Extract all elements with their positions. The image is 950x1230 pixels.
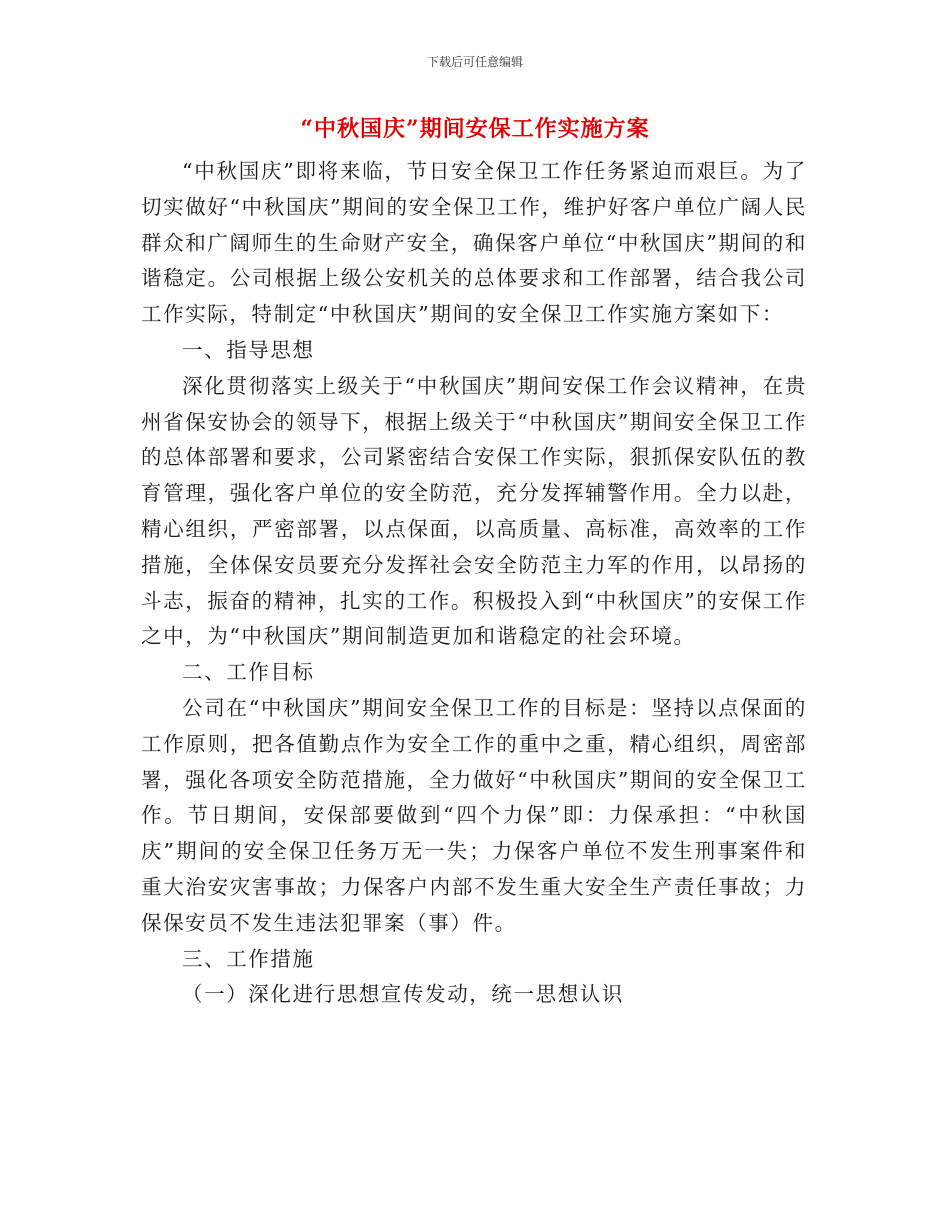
document-title: “中秋国庆”期间安保工作实施方案 [300, 116, 650, 142]
header-note: 下载后可任意编辑 [426, 55, 523, 69]
subsection-heading-publicity: （一）深化进行思想宣传发动，统一思想认识 [182, 982, 624, 1007]
section-heading-guiding-ideology: 一、指导思想 [182, 337, 315, 362]
paragraph-work-goals: 公司在“中秋国庆”期间安全保卫工作的目标是：坚持以点保面的工作原则，把各值勤点作为安全工作的重中之重，精心组织，周密部署，强化各项安全防范措施，全力做好“中秋国庆”期间的安全保卫工作。节日期间，安保部要做到“四个力保”即：力保承担：“中秋国庆”期间的安全保卫任务万无一失；力保客户单位不发生刑事案件和重大治安灾害事故；力保客户内部不发生重大安全生产责任事故；力保保安员不发生违法犯罪案（事）件。 [141, 695, 807, 935]
document-body [141, 154, 807, 1013]
paragraph-intro: “中秋国庆”即将来临，节日安全保卫工作任务紧迫而艰巨。为了切实做好“中秋国庆”期间的安全保卫工作，维护好客户单位广阔人民群众和广阔师生的生命财产安全，确保客户单位“中秋国庆”期间的和谐稳定。公司根据上级公安机关的总体要求和工作部署，结合我公司工作实际，特制定“中秋国庆”期间的安全保卫工作实施方案如下： [141, 159, 807, 327]
section-heading-work-measures: 三、工作措施 [182, 946, 315, 971]
section-heading-work-goals: 二、工作目标 [182, 660, 315, 685]
paragraph-guiding-ideology: 深化贯彻落实上级关于“中秋国庆”期间安保工作会议精神，在贵州省保安协会的领导下，根据上级关于“中秋国庆”期间安全保卫工作的总体部署和要求，公司紧密结合安保工作实际，狠抓保安队伍的教育管理，强化客户单位的安全防范，充分发挥辅警作用。全力以赴，精心组织，严密部署，以点保面，以高质量、高标准，高效率的工作措施，全体保安员要充分发挥社会安全防范主力军的作用，以昂扬的斗志，振奋的精神，扎实的工作。积极投入到“中秋国庆”的安保工作之中，为“中秋国庆”期间制造更加和谐稳定的社会环境。 [141, 373, 807, 649]
